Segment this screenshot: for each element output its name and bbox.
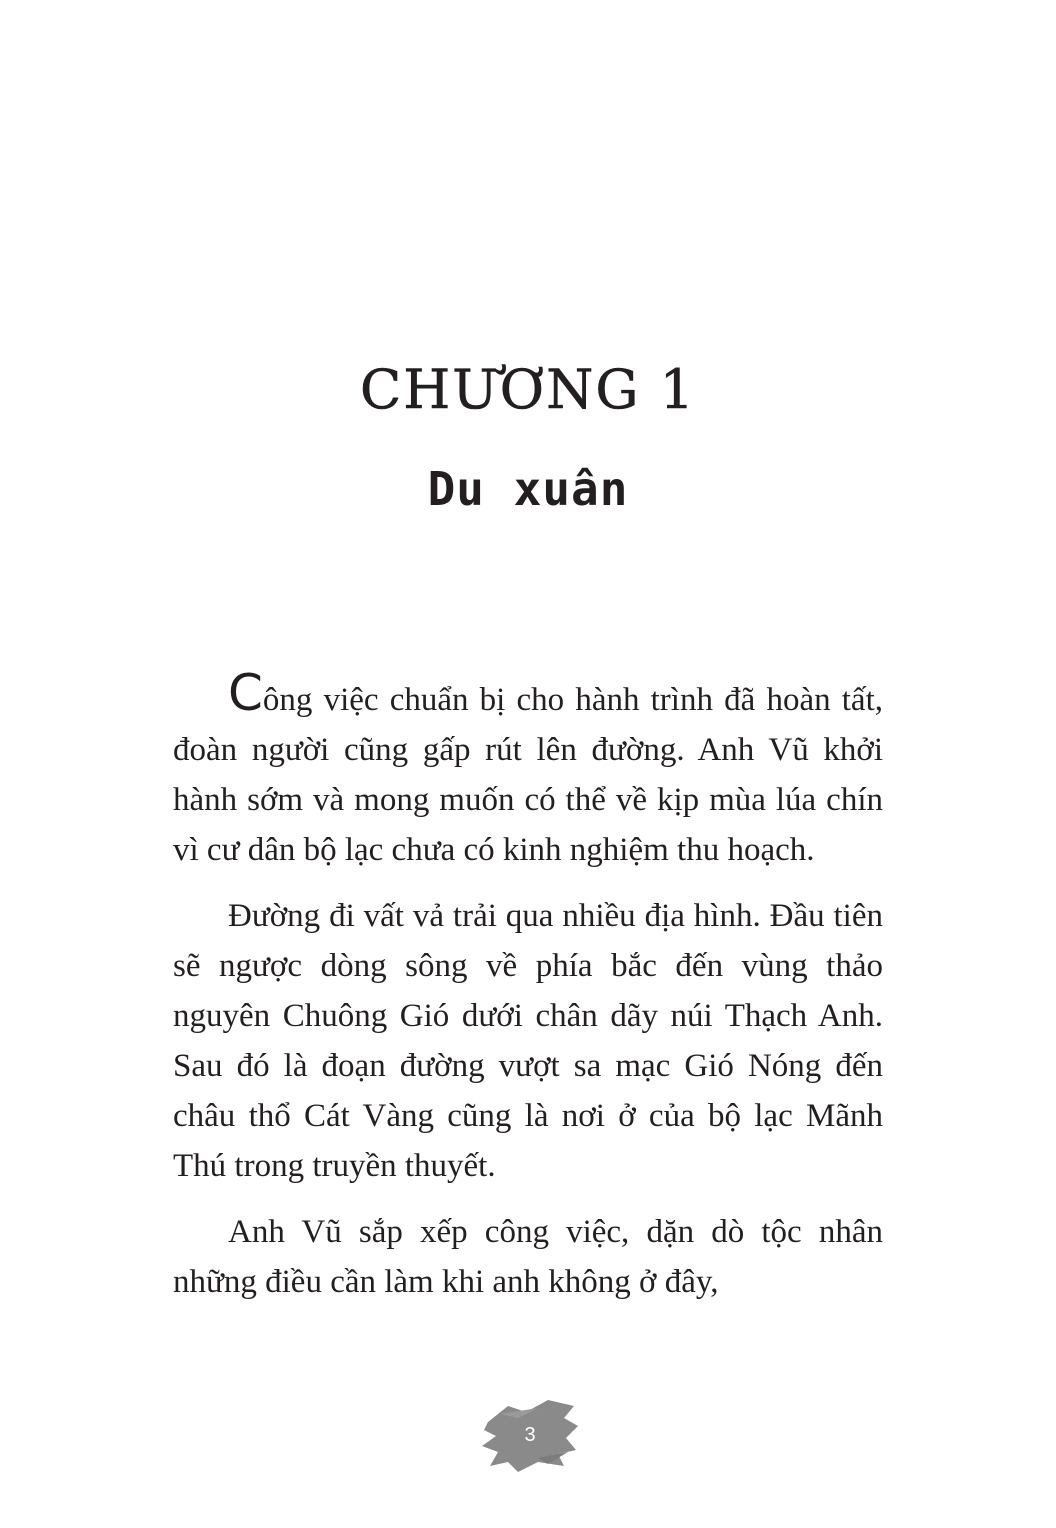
drop-cap: C [228, 664, 263, 722]
paragraph-3: Anh Vũ sắp xếp công việc, dặn dò tộc nhân những điều cần làm khi anh không ở đây, [173, 1214, 883, 1300]
page-number: 3 [524, 1424, 536, 1446]
paragraph-1-text: ông việc chuẩn bị cho hành trình đã hoàn tất, đoàn người cũng gấp rút lên đường. Anh Vũ khởi hành sớm và mong muốn có thể về kịp mùa lúa chín vì cư dân bộ lạc chưa có kinh nghiệm thu hoạch. [173, 682, 883, 868]
paragraph-1 [173, 664, 883, 875]
body-text [173, 664, 883, 1323]
paragraph-2: Đường đi vất vả trải qua nhiều địa hình. Đầu tiên sẽ ngược dòng sông về phía bắc đến vùng thảo nguyên Chuông Gió dưới chân dãy núi Thạch Anh. Sau đó là đoạn đường vượt sa mạc Gió Nóng đến châu thổ Cát Vàng cũng là nơi ở của bộ lạc Mãnh Thú trong truyền thuyết. [173, 898, 883, 1184]
chapter-number: CHƯƠNG 1 [359, 358, 697, 421]
chapter-title: Du xuân [427, 462, 629, 516]
page-number-badge [478, 1392, 582, 1478]
